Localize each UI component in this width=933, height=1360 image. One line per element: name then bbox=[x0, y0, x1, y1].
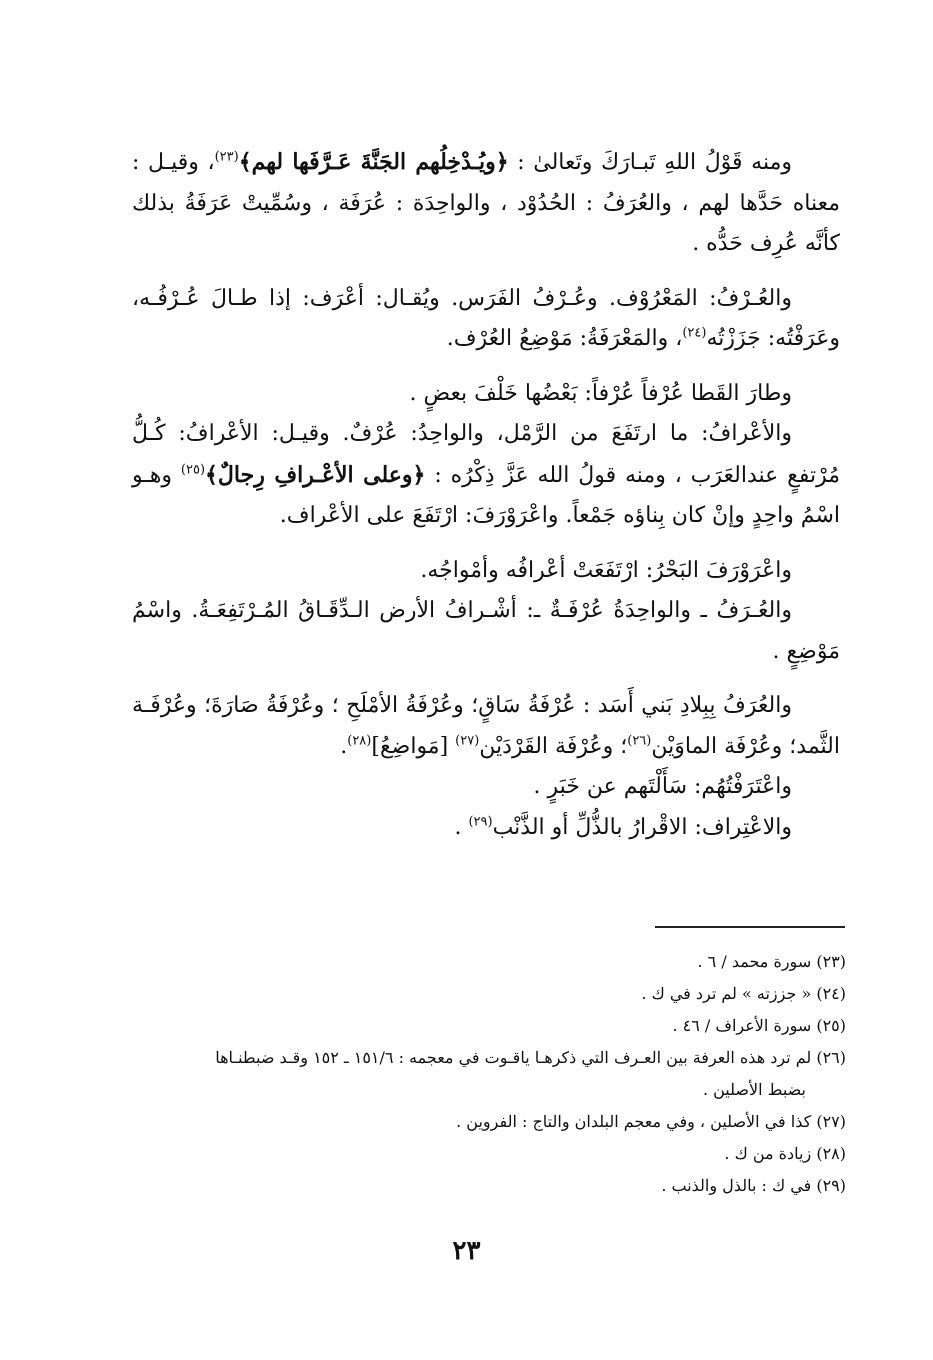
text-span: وهـو اسْمُ واحِدٍ وإنْ كان بِناؤه جَمْعاً. واعْرَوْرَفَ: ارْتَفَعَ على الأعْراف. bbox=[132, 462, 840, 528]
footnote-ref-28: (٢٨) bbox=[347, 733, 372, 749]
quran-verse: ﴿وعلى الأعْـرافِ رِجالٌ﴾ bbox=[205, 461, 426, 488]
footnote-27: (٢٧) كذا في الأصلين ، وفي معجم البلدان والتاج : الفروين . bbox=[456, 1112, 846, 1131]
footnote-ref-27: (٢٧) bbox=[455, 733, 480, 749]
text-span: والعُرَفُ بِبِلادِ بَني أَسَد : عُرْفَةُ سَاقٍ؛ وعُرْفَةُ الأمْلَحِ ؛ وعُرْفَةُ صَارَةَ؛ وعُرْفَـة الثَّمد؛ وعُرْفَة الماوَيْن bbox=[132, 693, 840, 759]
text-span: ، وقيـل : معناه حَدَّها لهم ، والعُرَفُ : الحُدُوْد ، والواحِدَة : عُرَفَة ، وسُمِّيتْ عَرَفَةُ بذلك كأنَّه عُرِف حَدُّه . bbox=[132, 150, 840, 256]
page-number: ٢٣ bbox=[452, 1236, 481, 1266]
text-span: . bbox=[454, 814, 469, 840]
footnote-24: (٢٤) « جززته » لم ترد في ك . bbox=[641, 984, 846, 1003]
text-span: ، والمَعْرَفَةُ: مَوْضِعُ العُرْف. bbox=[446, 326, 683, 351]
paragraph-7 bbox=[132, 686, 840, 767]
footnote-29: (٢٩) في ك : بالذل والذنب . bbox=[661, 1176, 846, 1195]
text-span: [مَواضِعُ] bbox=[371, 733, 456, 759]
main-text bbox=[132, 142, 840, 848]
text-span: والأعْرافُ: ما ارتَفَعَ من الرَّمْل، والواحِدُ: عُرْفٌ. وقيـل: الأعْرافُ: كُـلُّ مُرْتفعٍ عندالعَرَب ، ومنه قولُ الله عَزَّ ذِكْرُه : bbox=[132, 421, 841, 488]
footnote-23: (٢٣) سورة محمد / ٦ . bbox=[697, 952, 846, 971]
footnote-ref-29: (٢٩) bbox=[468, 814, 493, 830]
paragraph-5: واعْرَوْرَفَ البَحْرُ: ارْتَفَعَتْ أعْرافُه وأمْواجُه. bbox=[420, 557, 792, 583]
paragraph-6: والعُـرَفُ ـ والواحِدَةُ عُرْفَـةٌ ـ: أشْـرافُ الأرض الـدِّقَـاقُ المُـرْتَفِعَـةُ. واسْمُ مَوْضِعٍ . bbox=[132, 598, 840, 664]
paragraph-3: وطارَ القَطا عُرْفاً عُرْفاً: بَعْضُها خَلْفَ بعضٍ . bbox=[409, 380, 792, 406]
footnote-26-continuation: بضبط الأصلين . bbox=[702, 1080, 806, 1099]
footnote-divider bbox=[655, 926, 845, 928]
text-span: والاعْتِراف: الاقْرارُ بالذُّلِّ أو الذَّنْب bbox=[492, 814, 792, 840]
text-span: ومنه قَوْلُ اللهِ تَبـارَكَ وتَعالىٰ : bbox=[508, 150, 792, 175]
footnote-ref-26: (٢٦) bbox=[627, 733, 652, 749]
paragraph-2 bbox=[132, 279, 840, 360]
paragraph-9 bbox=[132, 808, 840, 849]
footnote-26: (٢٦) لم ترد هذه العرفة بين العـرف التي ذكرهـا ياقـوت في معجمه : ١٥١/٦ ـ ١٥٢ وقـد ضبطنـاها bbox=[215, 1048, 846, 1067]
quran-verse: ﴿ويُـدْخِلُهم الجَنَّةَ عَـرَّفَها لهم﴾ bbox=[238, 149, 509, 175]
footnote-28: (٢٨) زيادة من ك . bbox=[724, 1144, 846, 1163]
text-span: . bbox=[340, 733, 348, 759]
paragraph-1 bbox=[132, 142, 840, 265]
text-span: والعُـرْفُ: المَعْرُوْف. وعُـرْفُ الفَرَس. ويُقـال: أعْرَف: إذا طـالَ عُـرْفُـه، وعَرَفْتُه: جَزَزْتُه bbox=[132, 285, 840, 351]
footnote-ref-24: (٢٤) bbox=[682, 325, 707, 341]
footnotes bbox=[132, 946, 846, 1202]
footnote-25: (٢٥) سورة الأعراف / ٤٦ . bbox=[672, 1016, 846, 1035]
footnote-ref-23: (٢٣) bbox=[214, 149, 239, 165]
paragraph-4 bbox=[132, 414, 840, 537]
footnote-ref-25: (٢٥) bbox=[180, 462, 206, 478]
paragraph-8: واعْتَرَفْتُهُم: سَأَلْتَهم عن خَبَرٍ . bbox=[533, 774, 792, 799]
text-span: ؛ وعُرْفَة القَرْدَيْن bbox=[479, 733, 628, 759]
